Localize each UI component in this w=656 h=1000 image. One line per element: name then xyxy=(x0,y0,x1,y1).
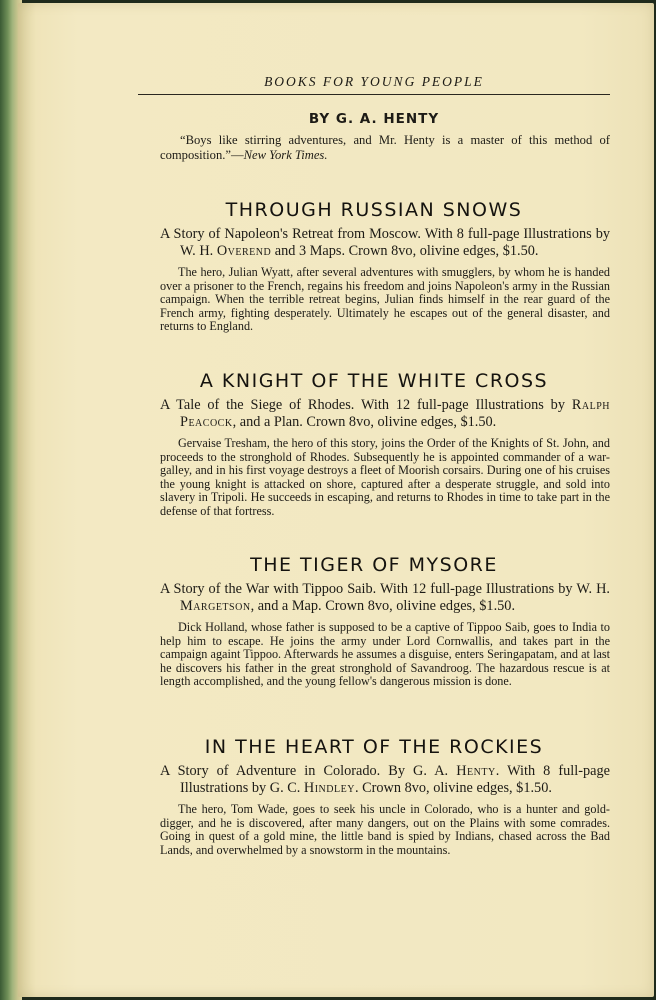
book-description xyxy=(160,581,610,614)
book-description xyxy=(160,397,610,430)
desc-text: , and a Plan. Crown 8vo, olivine edges, $1.50. xyxy=(232,413,497,430)
book-summary: Gervaise Tresham, the hero of this story, joins the Order of the Knights of St. John, and proceeds to the stronghold of Rhodes. Subsequently he is appointed commander of a war-galley, and in his first voyage destroys a fleet of Moorish corsairs. During one of his cruises the young knight is attacked on shore, captured after a desperate struggle, and sold into slavery in Tripoli. He succeeds in escaping, and returns to Rhodes in time to take part in the defense of that fortress. xyxy=(160,436,610,518)
book-title: IN THE HEART OF THE ROCKIES xyxy=(204,736,544,758)
illustrator-name: Margetson xyxy=(180,597,251,614)
desc-text: A Story of Adventure in Colorado. By G. A. xyxy=(160,763,457,779)
book-entry-heart-of-the-rockies xyxy=(160,736,610,857)
illustrator-name: Ralph Peacock xyxy=(180,397,610,430)
desc-text: . With 8 full-page Illustrations by G. C. xyxy=(180,763,610,796)
book-description xyxy=(160,226,610,259)
book-title: THE TIGER OF MYSORE xyxy=(250,554,498,576)
book-page xyxy=(18,3,654,997)
illustrator-name: Overend xyxy=(216,242,272,259)
desc-text: A Story of Napoleon's Retreat from Moscow. With 8 full-page Illustrations by W. H. xyxy=(160,226,610,259)
desc-text: A Tale of the Siege of Rhodes. With 12 full-page Illustrations by xyxy=(160,397,572,413)
running-head: BOOKS FOR YOUNG PEOPLE xyxy=(264,74,484,89)
desc-text: . Crown 8vo, olivine edges, $1.50. xyxy=(354,779,552,796)
book-title: A KNIGHT OF THE WHITE CROSS xyxy=(199,370,549,392)
book-entry-knight-of-the-white-cross xyxy=(160,370,610,519)
desc-text: A Story of the War with Tippoo Saib. With 12 full-page Illustrations by W. H. xyxy=(160,581,610,597)
author-name: Henty xyxy=(456,763,496,779)
book-title: THROUGH RUSSIAN SNOWS xyxy=(225,199,523,221)
desc-text: , and a Map. Crown 8vo, olivine edges, $1.50. xyxy=(250,597,516,614)
press-quote xyxy=(160,133,610,163)
illustrator-name: Hindley xyxy=(303,779,355,796)
author-byline: BY G. A. HENTY xyxy=(308,111,440,127)
book-summary: Dick Holland, whose father is supposed to be a captive of Tippoo Saib, goes to India to help him to escape. He joins the army under Lord Cornwallis, and takes part in the campaign againt Tippoo. Afterwards he assumes a disguise, enters Seringapatam, and at last he discovers his father in the great stronghold of Savandroog. The hazardous rescue is at length accomplished, and the young fellow's dangerous mission is done. xyxy=(160,620,610,689)
quote-text: “Boys like stirring adventures, and Mr. Henty is a master of this method of composition.”— xyxy=(160,133,610,162)
book-description xyxy=(160,763,610,796)
book-summary: The hero, Tom Wade, goes to seek his uncle in Colorado, who is a hunter and gold-digger, and he is discovered, after many dangers, out on the Plains with some comrades. Going in quest of a gold mine, the little band is spied by Indians, chased across the Bad Lands, and overwhelmed by a snowstorm in the mountains. xyxy=(160,802,610,857)
book-entry-tiger-of-mysore xyxy=(160,554,610,689)
quote-source: New York Times. xyxy=(243,148,328,162)
desc-text: and 3 Maps. Crown 8vo, olivine edges, $1.50. xyxy=(271,242,539,259)
book-entry-through-russian-snows xyxy=(160,199,610,334)
book-summary: The hero, Julian Wyatt, after several adventures with smugglers, by whom he is handed over a prisoner to the French, regains his freedom and joins Napoleon's army in the Russian campaign. When the terrible retreat begins, Julian finds himself in the rear guard of the French army, fighting desperately. Ultimately he escapes out of the general disaster, and returns to England. xyxy=(160,265,610,334)
header-rule xyxy=(138,94,610,95)
